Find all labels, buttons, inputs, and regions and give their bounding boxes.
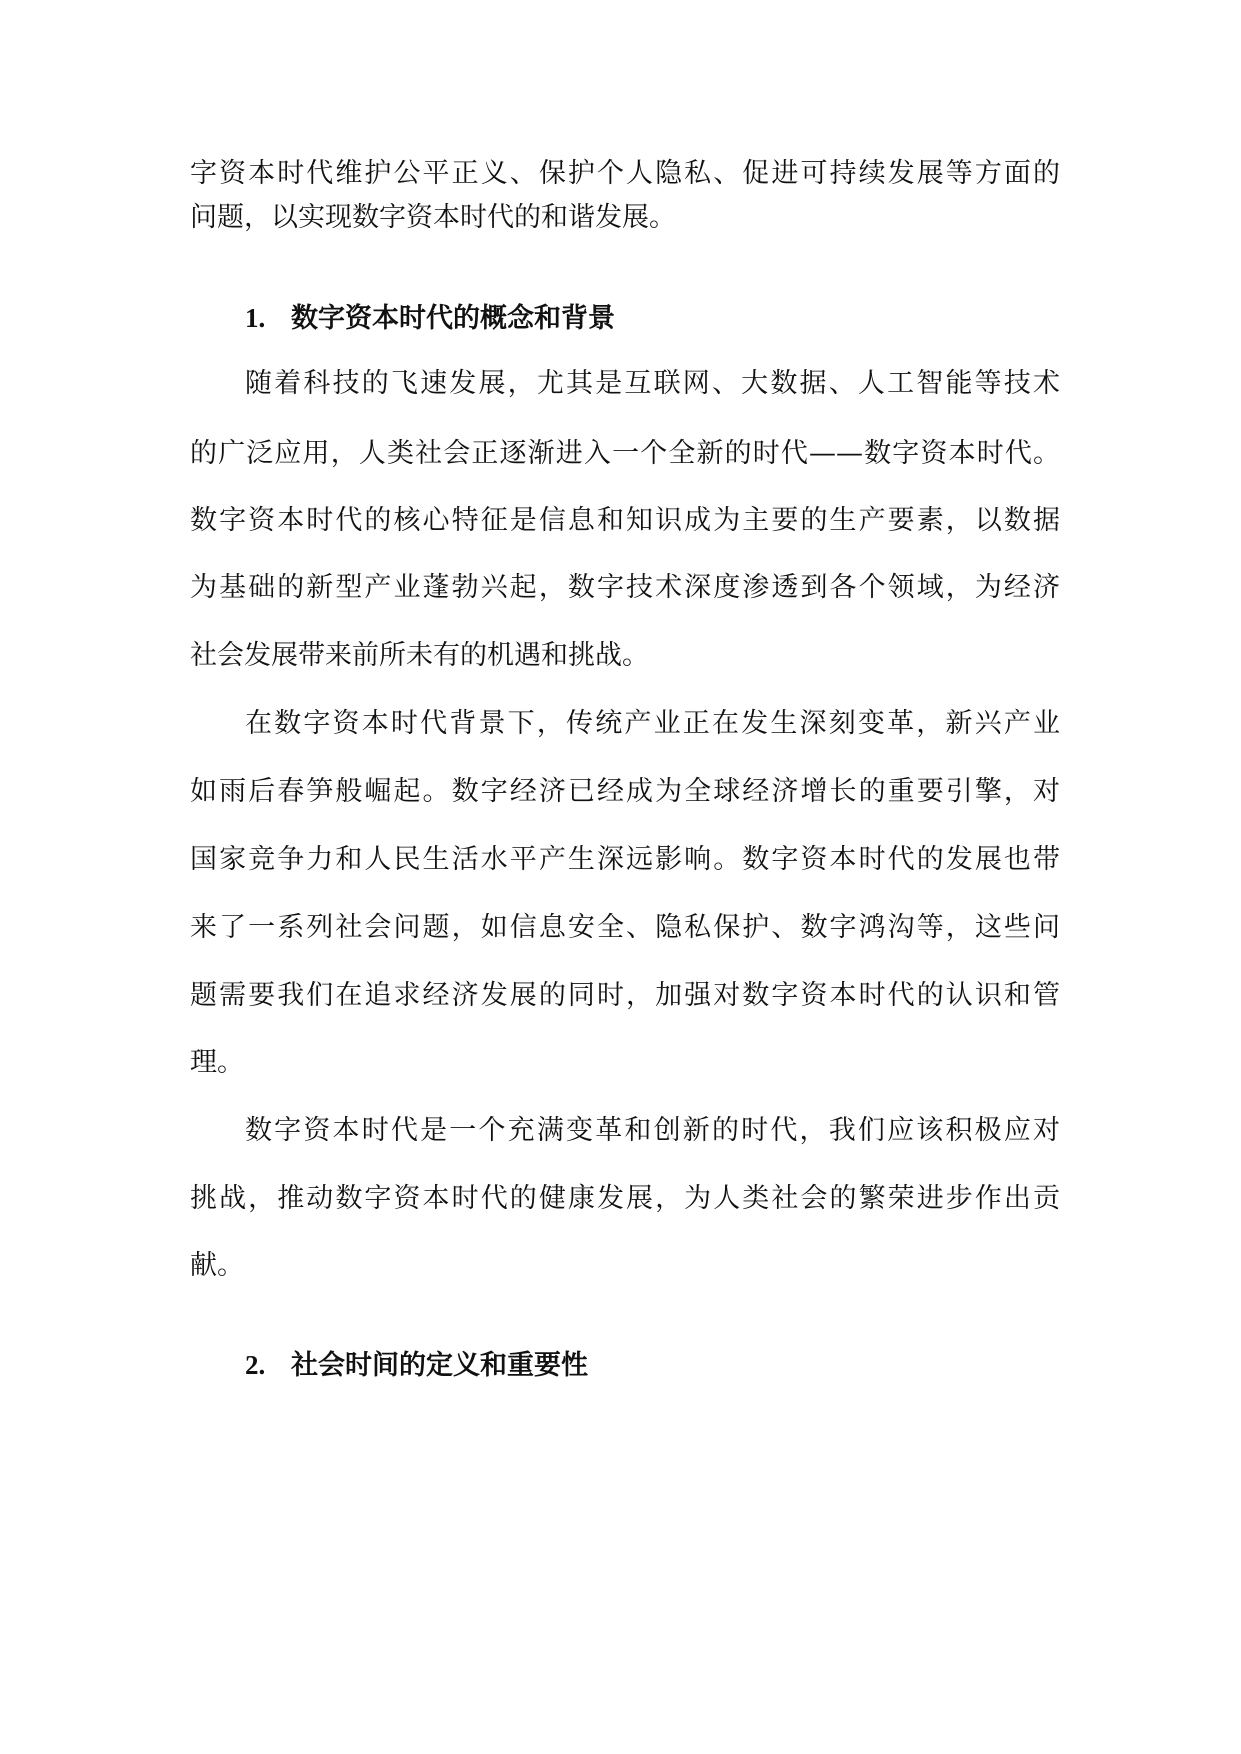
s1-p1-line-1: 随着科技的飞速发展，尤其是互联网、大数据、人工智能等技术: [245, 368, 1060, 399]
section-1-title: 数字资本时代的概念和背景: [291, 303, 615, 334]
section-1-number: 1.: [245, 303, 266, 333]
intro-line-1: 字资本时代维护公平正义、保护个人隐私、促进可持续发展等方面的: [190, 158, 1060, 189]
s1-p3-line-3: 献。: [190, 1250, 244, 1281]
section-2-number: 2.: [245, 1350, 266, 1380]
s1-p2-line-1: 在数字资本时代背景下，传统产业正在发生深刻变革，新兴产业: [245, 708, 1060, 739]
s1-p3-line-1: 数字资本时代是一个充满变革和创新的时代，我们应该积极应对: [245, 1115, 1060, 1146]
s1-p1-line-5: 社会发展带来前所未有的机遇和挑战。: [190, 640, 649, 671]
section-2-heading: [245, 1345, 588, 1385]
intro-line-2: 问题，以实现数字资本时代的和谐发展。: [190, 202, 676, 233]
s1-p1-line-3: 数字资本时代的核心特征是信息和知识成为主要的生产要素，以数据: [190, 505, 1060, 536]
s1-p2-line-3: 国家竞争力和人民生活水平产生深远影响。数字资本时代的发展也带: [190, 844, 1060, 875]
section-2-title: 社会时间的定义和重要性: [291, 1350, 588, 1381]
s1-p3-line-2: 挑战，推动数字资本时代的健康发展，为人类社会的繁荣进步作出贡: [190, 1183, 1060, 1214]
s1-p2-line-2: 如雨后春笋般崛起。数字经济已经成为全球经济增长的重要引擎，对: [190, 776, 1060, 807]
s1-p2-line-5: 题需要我们在追求经济发展的同时，加强对数字资本时代的认识和管: [190, 980, 1060, 1011]
s1-p2-line-4: 来了一系列社会问题，如信息安全、隐私保护、数字鸿沟等，这些问: [190, 912, 1060, 943]
s1-p1-line-4: 为基础的新型产业蓬勃兴起，数字技术深度渗透到各个领域，为经济: [190, 572, 1060, 603]
section-1-heading: [245, 298, 615, 338]
s1-p2-line-6: 理。: [190, 1047, 244, 1078]
s1-p1-line-2: 的广泛应用，人类社会正逐渐进入一个全新的时代——数字资本时代。: [190, 438, 1060, 469]
